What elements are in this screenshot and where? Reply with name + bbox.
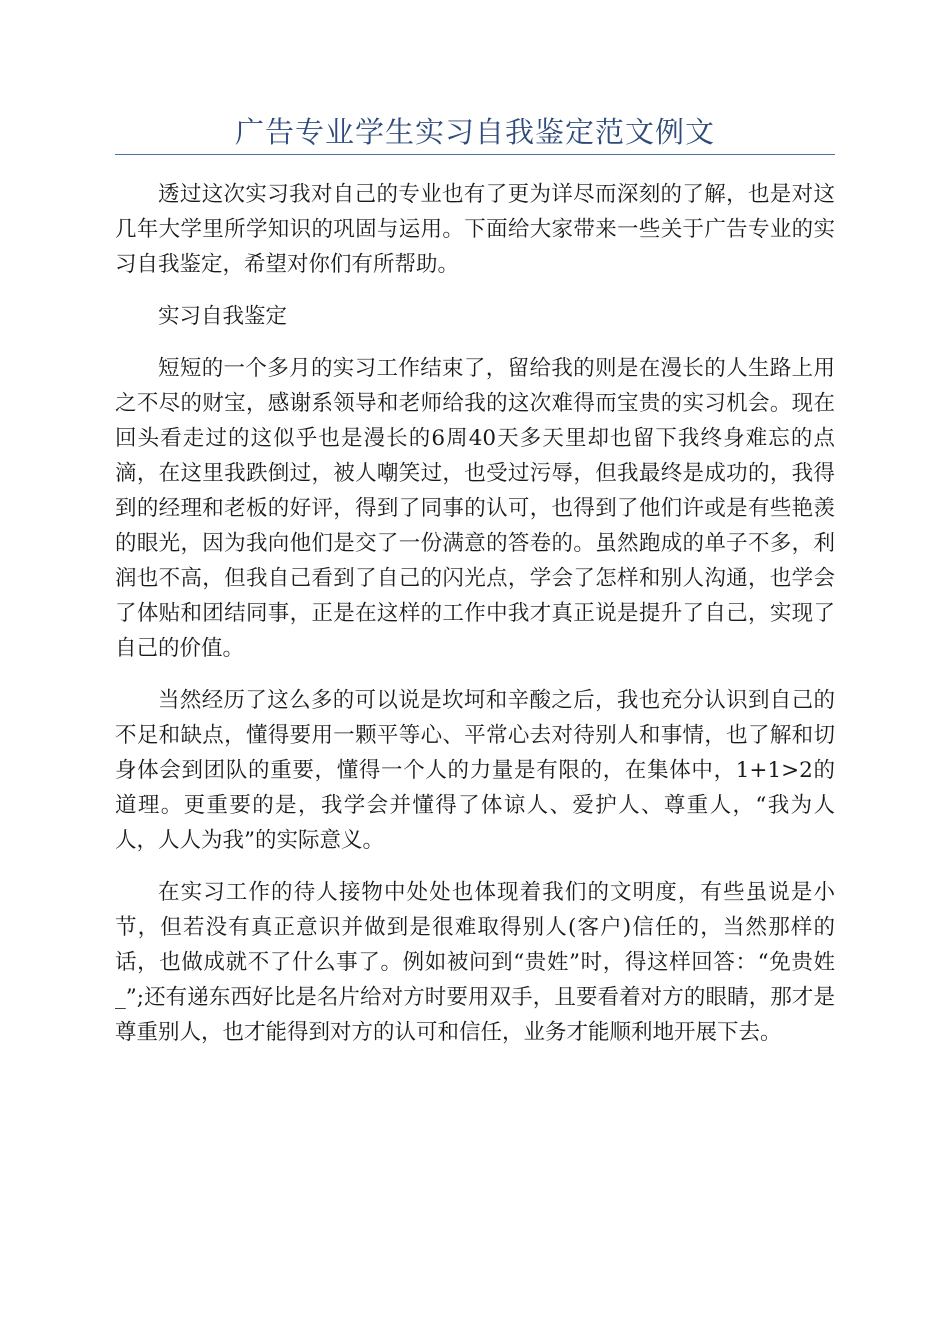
section-heading: 实习自我鉴定 bbox=[158, 304, 288, 329]
title-underline bbox=[115, 154, 835, 155]
body-paragraph-1: 短短的一个多月的实习工作结束了，留给我的则是在漫长的人生路上用之不尽的财宝，感谢系领导和老师给我的这次难得而宝贵的实习机会。现在回头看走过的这似乎也是漫长的6周40天多天里却也留下我终身难忘的点滴，在这里我跌倒过，被人嘲笑过，也受过污辱，但我最终是成功的，我得到的经理和老板的好评，得到了同事的认可，也得到了他们许或是有些艳羡的眼光，因为我向他们是交了一份满意的答卷的。虽然跑成的单子不多，利润也不高，但我自己看到了自己的闪光点，学会了怎样和别人沟通，也学会了体贴和团结同事，正是在这样的工作中我才真正说是提升了自己，实现了自己的价值。 bbox=[115, 356, 835, 661]
body-paragraph-2: 当然经历了这么多的可以说是坎坷和辛酸之后，我也充分认识到自己的不足和缺点，懂得要用一颗平等心、平常心去对待别人和事情，也了解和切身体会到团队的重要，懂得一个人的力量是有限的，在集体中，1+1>2的道理。更重要的是，我学会并懂得了体谅人、爱护人、尊重人，“我为人人，人人为我”的实际意义。 bbox=[115, 688, 835, 853]
document-body bbox=[115, 177, 835, 1050]
document-title: 广告专业学生实习自我鉴定范文例文 bbox=[234, 115, 715, 149]
document-page bbox=[115, 0, 835, 1067]
intro-paragraph: 透过这次实习我对自己的专业也有了更为详尽而深刻的了解，也是对这几年大学里所学知识的巩固与运用。下面给大家带来一些关于广告专业的实习自我鉴定，希望对你们有所帮助。 bbox=[115, 182, 835, 277]
body-paragraph-3: 在实习工作的待人接物中处处也体现着我们的文明度，有些虽说是小节，但若没有真正意识并做到是很难取得别人(客户)信任的，当然那样的话，也做成就不了什么事了。例如被问到“贵姓”时，得这样回答：“免贵姓_”;还有递东西好比是名片给对方时要用双手，且要看着对方的眼睛，那才是尊重别人，也才能得到对方的认可和信任，业务才能顺利地开展下去。 bbox=[115, 880, 835, 1045]
